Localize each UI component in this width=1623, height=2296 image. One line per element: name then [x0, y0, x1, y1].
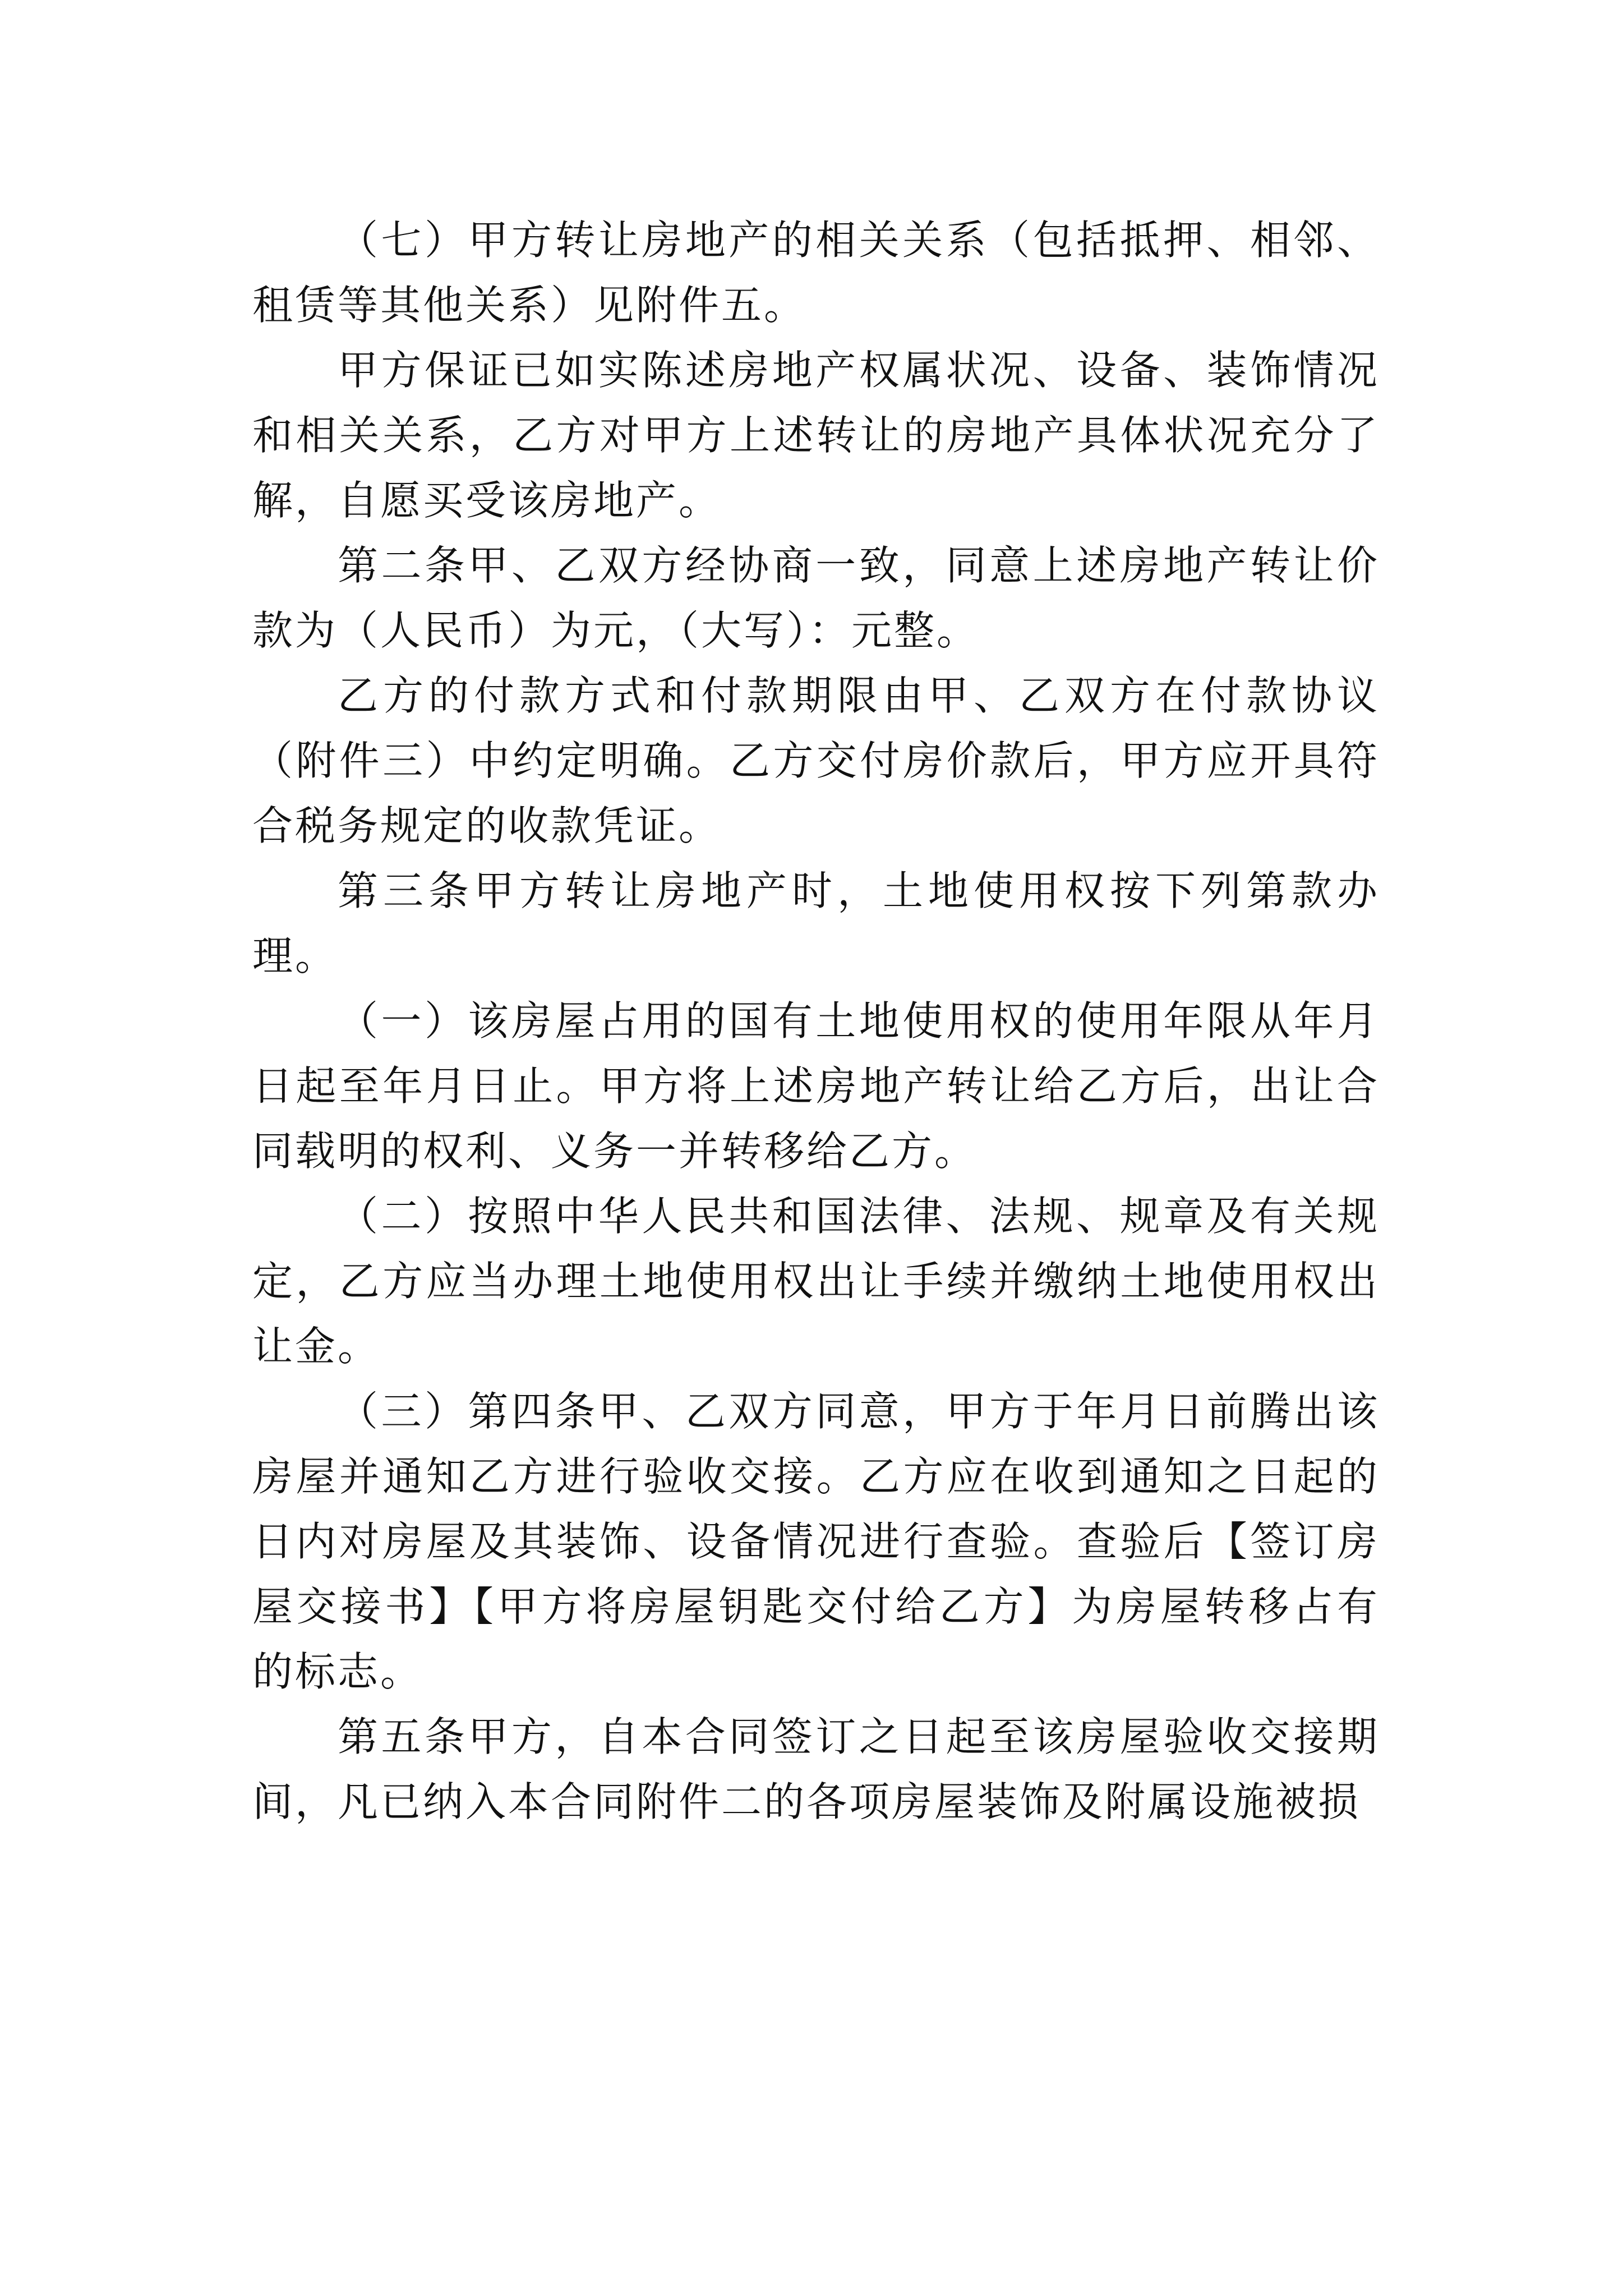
document-body [252, 208, 1380, 1834]
paragraph-land-use-term: （一）该房屋占用的国有土地使用权的使用年限从年月日起至年月日止。甲方将上述房地产转让给乙方后，出让合同载明的权利、义务一并转移给乙方。 [252, 997, 1380, 1175]
paragraph-land-use-transfer-fee: （二）按照中华人民共和国法律、法规、规章及有关规定，乙方应当办理土地使用权出让手续并缴纳土地使用权出让金。 [252, 1193, 1380, 1370]
paragraph-payment-terms: 乙方的付款方式和付款期限由甲、乙双方在付款协议（附件三）中约定明确。乙方交付房价款后，甲方应开具符合税务规定的收款凭证。 [252, 672, 1380, 849]
paragraph-article-3-land-use: 第三条甲方转让房地产时，土地使用权按下列第款办理。 [252, 867, 1380, 979]
paragraph-article-5-damage: 第五条甲方，自本合同签订之日起至该房屋验收交接期间，凡已纳入本合同附件二的各项房屋装饰及附属设施被损 [252, 1713, 1380, 1825]
paragraph-clause-7-relations: （七）甲方转让房地产的相关关系（包括抵押、相邻、租赁等其他关系）见附件五。 [252, 217, 1380, 329]
paragraph-article-2-price: 第二条甲、乙双方经协商一致，同意上述房地产转让价款为（人民币）为元，（大写）：元整。 [252, 542, 1380, 654]
paragraph-seller-guarantee: 甲方保证已如实陈述房地产权属状况、设备、装饰情况和相关关系，乙方对甲方上述转让的房地产具体状况充分了解，自愿买受该房地产。 [252, 347, 1380, 524]
paragraph-article-4-handover: （三）第四条甲、乙双方同意，甲方于年月日前腾出该房屋并通知乙方进行验收交接。乙方应在收到通知之日起的日内对房屋及其装饰、设备情况进行查验。查验后【签订房屋交接书】【甲方将房屋钥匙交付给乙方】为房屋转移占有的标志。 [252, 1388, 1380, 1695]
